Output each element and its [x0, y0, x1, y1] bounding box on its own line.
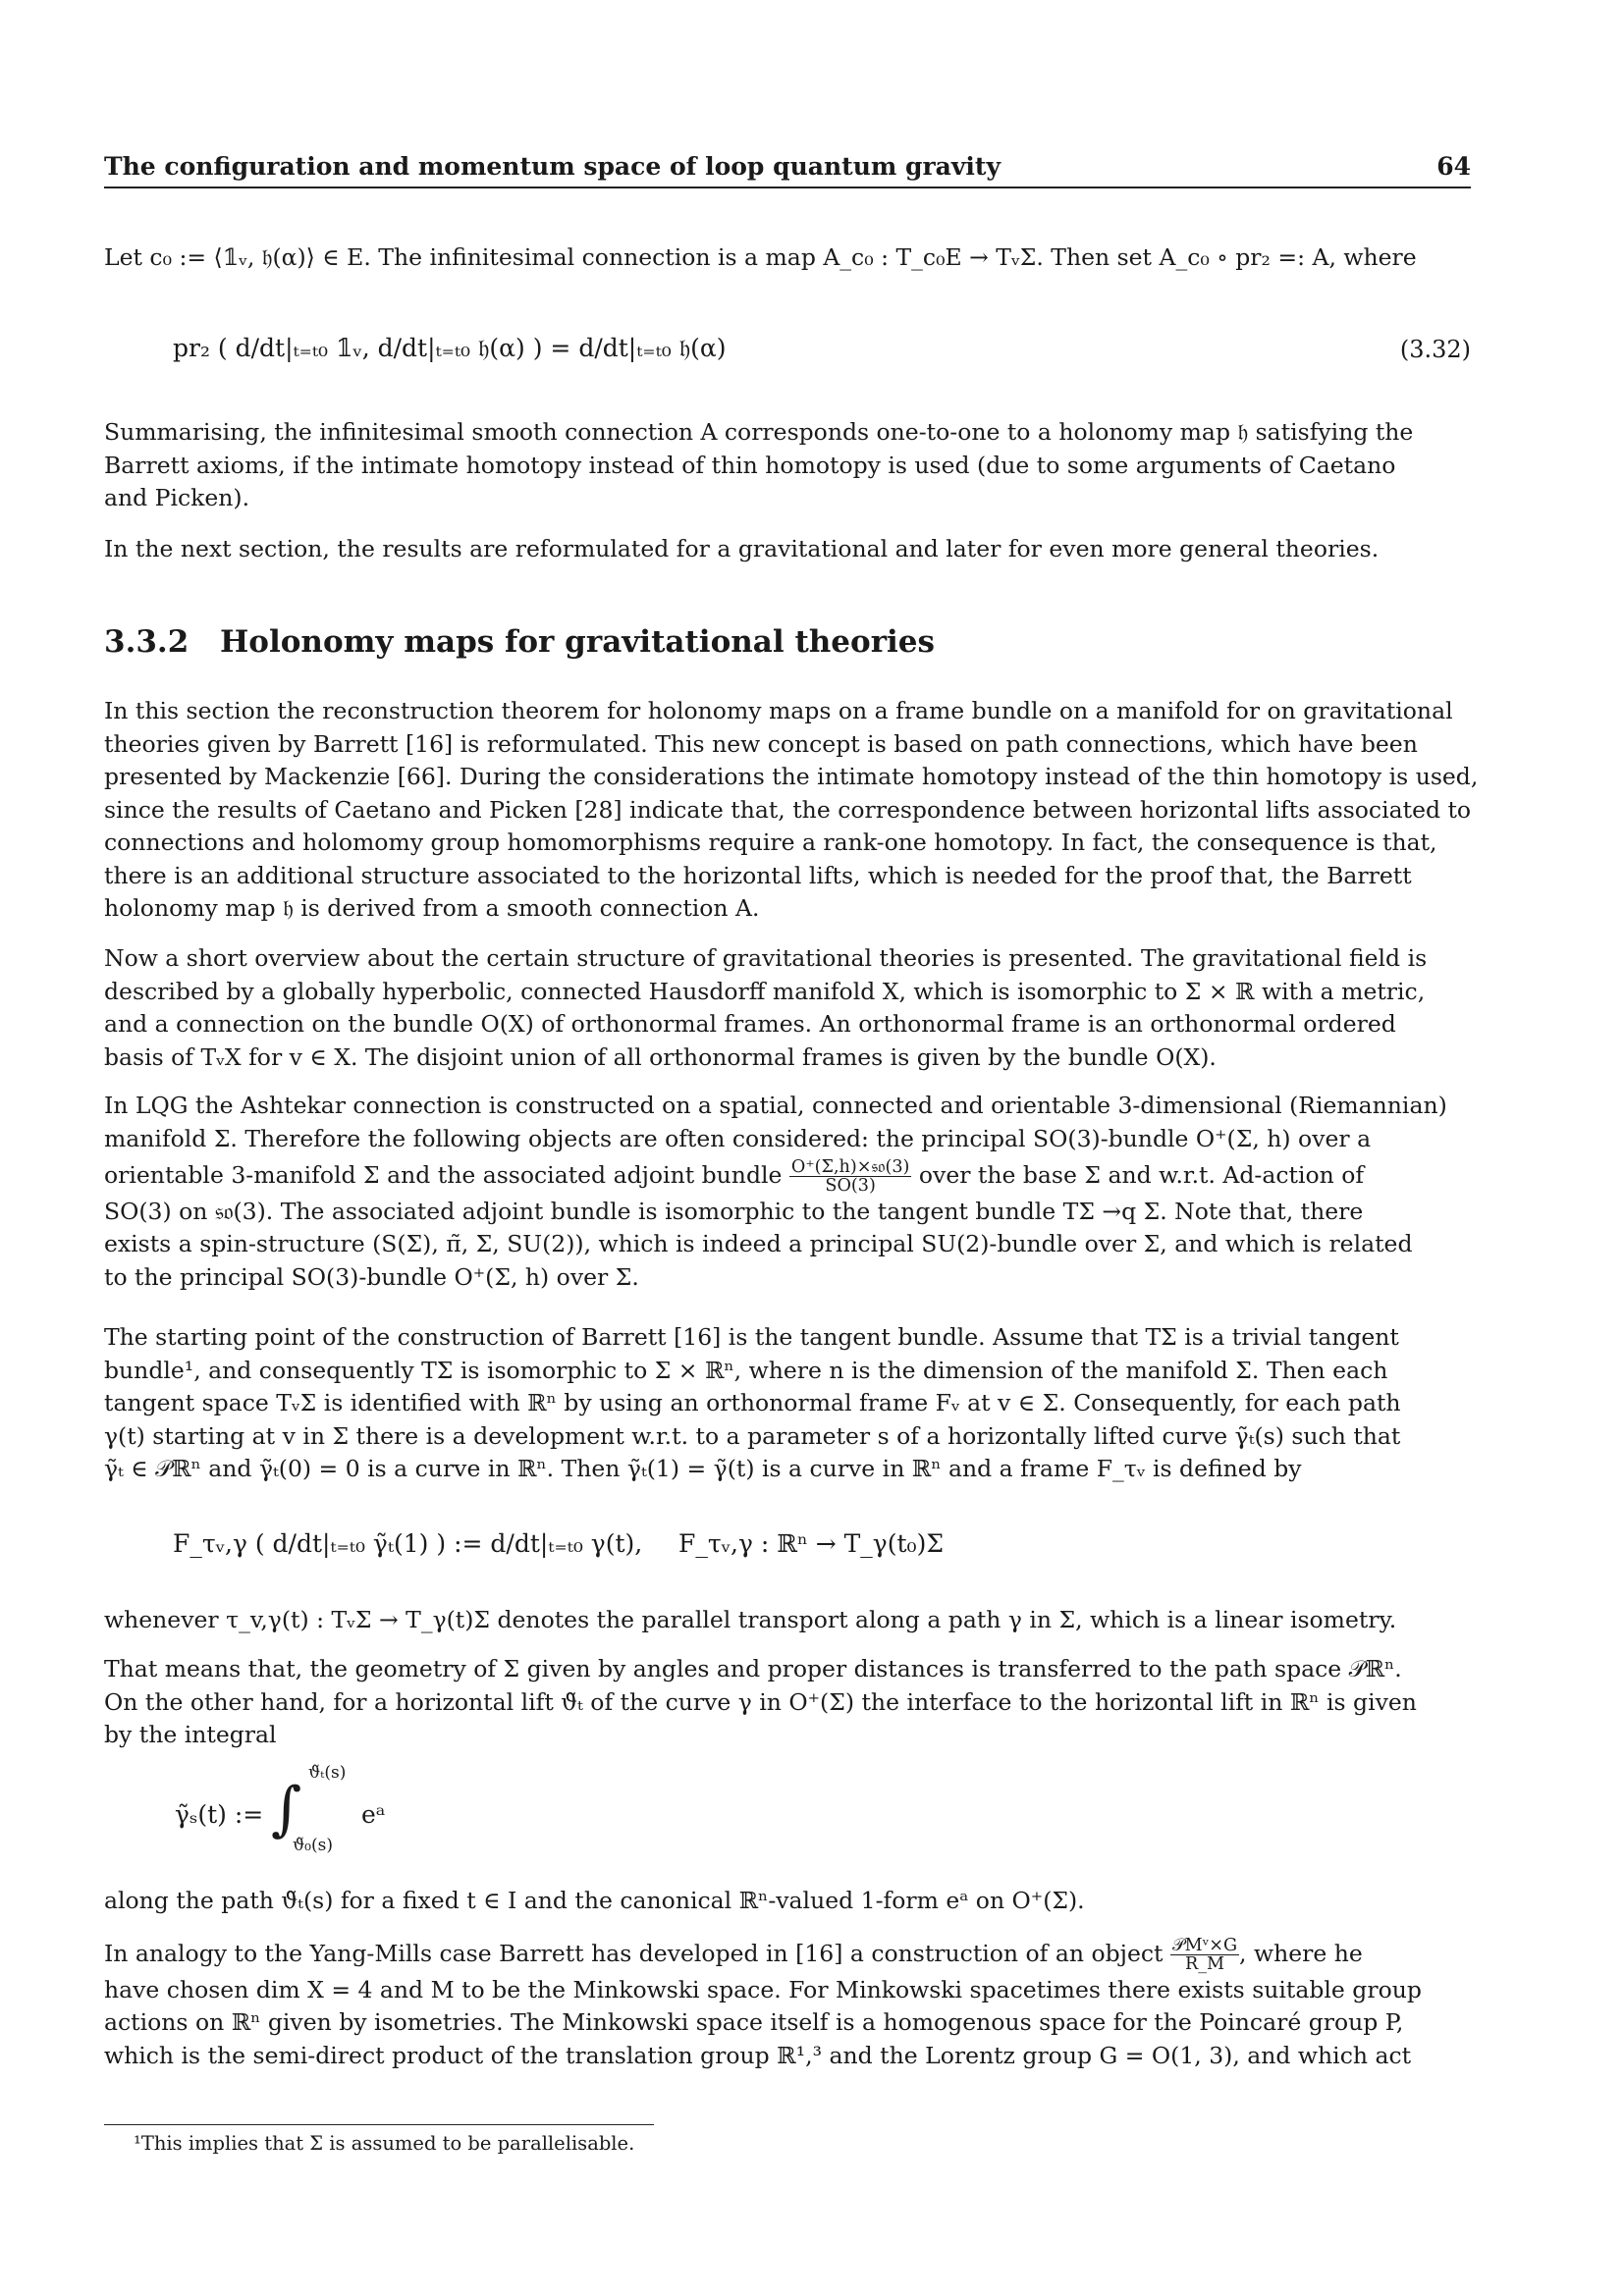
fraction-numerator: 𝒫Mᵛ×G [1171, 1935, 1238, 1955]
paragraph-along-path [104, 1885, 1471, 1918]
text-line: The starting point of the construction of Barrett [16] is the tangent bundle. Assume that TΣ is a trivial tangent [104, 1323, 1399, 1351]
text-line: bundle¹, and consequently TΣ is isomorphic to Σ × ℝⁿ, where n is the dimension of the manifold Σ. Then each [104, 1356, 1388, 1384]
equation-integral [104, 1763, 1471, 1865]
equation-body: pr₂ ( d/dt|ₜ₌ₜ₀ 𝟙ᵥ, d/dt|ₜ₌ₜ₀ 𝔥(α) ) = d/dt|ₜ₌ₜ₀ 𝔥(α) [173, 334, 727, 362]
paragraph-gravitational-structure [104, 942, 1471, 1074]
text-line: SO(3) on 𝔰𝔬(3). The associated adjoint bundle is isomorphic to the tangent bundle TΣ →q Σ. Note that, there [104, 1197, 1364, 1225]
text-line: presented by Mackenzie [66]. During the considerations the intimate homotopy instead of the thin homotopy is used, [104, 763, 1479, 790]
paragraph-intro [104, 241, 1471, 275]
text-fragment: over the base Σ and w.r.t. Ad-action of [918, 1161, 1365, 1189]
text-line: have chosen dim X = 4 and M to be the Minkowski space. For Minkowski spacetimes there exists suitable group [104, 1975, 1422, 2003]
text-fragment: , where he [1239, 1940, 1363, 1967]
text-line: by the integral [104, 1721, 277, 1748]
text-line: which is the semi-direct product of the translation group ℝ¹,³ and the Lorentz group G = O(1, 3), and which act [104, 2041, 1412, 2069]
text-line: On the other hand, for a horizontal lift ϑ̃ₜ of the curve γ in O⁺(Σ) the interface to the horizontal lift in ℝⁿ is given [104, 1687, 1417, 1716]
header-title: The configuration and momentum space of loop quantum gravity [104, 152, 1001, 181]
footnote: ¹This implies that Σ is assumed to be parallelisable. [134, 2132, 635, 2155]
equation-3-32 [104, 324, 1471, 383]
text-line: along the path ϑ̃ₜ(s) for a fixed t ∈ I and the canonical ℝⁿ-valued 1-form eᵃ on O⁺(Σ). [104, 1887, 1085, 1914]
text-line: and Picken). [104, 484, 250, 511]
fraction-denominator: SO(3) [825, 1176, 876, 1196]
integral-upper-limit: ϑ̃ₜ(s) [308, 1763, 347, 1783]
fraction-adjoint-bundle [789, 1158, 912, 1196]
text-line: In LQG the Ashtekar connection is constructed on a spatial, connected and orientable 3-dimensional (Riemannian) [104, 1092, 1447, 1119]
footnote-rule [104, 2124, 654, 2125]
text-line: described by a globally hyperbolic, connected Hausdorff manifold X, which is isomorphic to Σ × ℝ with a metric, [104, 977, 1426, 1005]
text-line: Now a short overview about the certain structure of gravitational theories is presented. The gravitational field is [104, 944, 1428, 972]
equation-left: F_τᵥ,γ ( d/dt|ₜ₌ₜ₀ γ̃ₜ(1) ) := d/dt|ₜ₌ₜ₀ γ(t), [173, 1529, 643, 1558]
paragraph-reconstruction [104, 695, 1479, 926]
text-line: In this section the reconstruction theorem for holonomy maps on a frame bundle on a manifold for on gravitational [104, 697, 1453, 724]
equation-frame-definition [104, 1522, 1471, 1580]
fraction-object [1170, 1937, 1239, 1974]
fraction-numerator: O⁺(Σ,h)×𝔰𝔬(3) [790, 1156, 910, 1177]
text-line: In the next section, the results are reformulated for a gravitational and later for even more general theories. [104, 535, 1380, 562]
text-line: theories given by Barrett [16] is reformulated. This new concept is based on path connections, which have been [104, 729, 1418, 758]
paragraph-barrett-construction [104, 1321, 1471, 1486]
section-number: 3.3.2 [104, 624, 189, 660]
text-line: tangent space TᵥΣ is identified with ℝⁿ by using an orthonormal frame Fᵥ at v ∈ Σ. Consequently, for each path [104, 1389, 1401, 1416]
text-line: Let c₀ := ⟨𝟙ᵥ, 𝔥(α)⟩ ∈ E. The infinitesimal connection is a map A_c₀ : T_c₀E → TᵥΣ. Then set A_c₀ ∘ pr₂ =: A, where [104, 243, 1417, 271]
text-fragment: orientable 3-manifold Σ and the associated adjoint bundle [104, 1161, 783, 1189]
integral-sign: ∫ [271, 1775, 302, 1843]
text-line: to the principal SO(3)-bundle O⁺(Σ, h) over Σ. [104, 1262, 639, 1291]
integral-lhs: γ̃ₛ(t) := [175, 1800, 264, 1829]
equation-right: F_τᵥ,γ : ℝⁿ → T_γ(t₀)Σ [678, 1529, 944, 1558]
fraction-denominator: R_M [1184, 1954, 1225, 1974]
text-line [104, 1934, 1471, 1974]
paragraph-parallel-transport [104, 1604, 1471, 1637]
section-title: Holonomy maps for gravitational theories [220, 624, 935, 660]
paragraph-summary [104, 416, 1471, 515]
paragraph-next-section [104, 533, 1471, 566]
text-line: basis of TᵥX for v ∈ X. The disjoint union of all orthonormal frames is given by the bundle O(X). [104, 1042, 1217, 1071]
text-line: manifold Σ. Therefore the following objects are often considered: the principal SO(3)-bundle O⁺(Σ, h) over a [104, 1124, 1372, 1152]
text-line: since the results of Caetano and Picken [28] indicate that, the correspondence between horizontal lifts associated to [104, 795, 1472, 824]
text-line: γ(t) starting at v in Σ there is a development w.r.t. to a parameter s of a horizontally lifted curve γ̃ₜ(s) such that [104, 1421, 1401, 1450]
text-line: whenever τ_v,γ(t) : TᵥΣ → T_γ(t)Σ denotes the parallel transport along a path γ in Σ, which is a linear isometry. [104, 1606, 1397, 1633]
text-line: actions on ℝⁿ given by isometries. The Minkowski space itself is a homogenous space for the Poincaré group P, [104, 2008, 1404, 2036]
text-line: γ̃ₜ ∈ 𝒫ℝⁿ and γ̃ₜ(0) = 0 is a curve in ℝⁿ. Then γ̃ₜ(1) = γ̃(t) is a curve in ℝⁿ and a frame F_τᵥ is defined by [104, 1455, 1302, 1482]
paragraph-lqg-ashtekar [104, 1090, 1471, 1294]
running-header [104, 147, 1471, 188]
text-line [104, 1155, 1471, 1196]
text-line: Barrett axioms, if the intimate homotopy instead of thin homotopy is used (due to some arguments of Caetano [104, 451, 1396, 479]
paragraph-path-space [104, 1653, 1471, 1752]
page-number: 64 [1436, 152, 1471, 181]
paragraph-yang-mills [104, 1934, 1471, 2072]
text-line: and a connection on the bundle O(X) of orthonormal frames. An orthonormal frame is an orthonormal ordered [104, 1010, 1396, 1038]
text-line: That means that, the geometry of Σ given by angles and proper distances is transferred to the path space 𝒫ℝⁿ. [104, 1655, 1402, 1682]
integral-lower-limit: ϑ̃₀(s) [293, 1836, 333, 1855]
text-fragment: In analogy to the Yang-Mills case Barrett has developed in [16] a construction of an object [104, 1940, 1164, 1967]
text-line: there is an additional structure associated to the horizontal lifts, which is needed for the proof that, the Barrett [104, 861, 1412, 889]
text-line: connections and holomomy group homomorphisms require a rank-one homotopy. In fact, the consequence is that, [104, 828, 1437, 856]
integrand: eᵃ [361, 1800, 386, 1829]
text-line: Summarising, the infinitesimal smooth connection A corresponds one-to-one to a holonomy map 𝔥 satisfying the [104, 418, 1414, 446]
section-heading [104, 624, 935, 660]
equation-number: (3.32) [1399, 336, 1471, 363]
text-line: exists a spin-structure (S(Σ), π̃, Σ, SU(2)), which is indeed a principal SU(2)-bundle over Σ, and which is related [104, 1230, 1413, 1257]
text-line: holonomy map 𝔥 is derived from a smooth connection A. [104, 894, 760, 922]
